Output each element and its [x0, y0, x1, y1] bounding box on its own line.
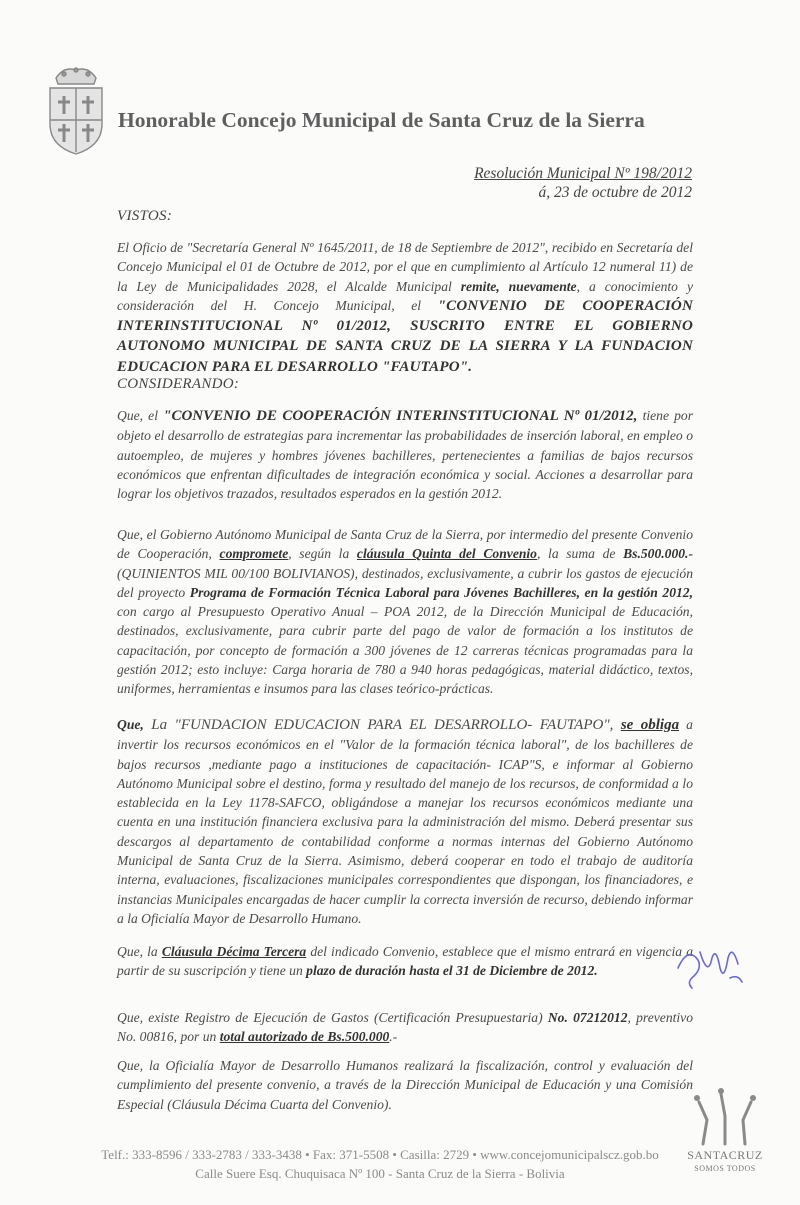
text-span: tiene por objeto el desarrollo de estrategias para incrementar las probabilidades de inserción laboral, en empleo o autoempleo, de mujeres y hombres jóvenes bachilleres, pertenecientes a familias de bajos recursos económicos que enfrentan dificultades de integración económica y social. Acciones a desarrollar para lograr los objetivos trazados, resultados esperados en la gestión 2012. — [117, 408, 693, 502]
considerando-paragraph-4 — [117, 942, 693, 981]
vistos-heading: VISTOS: — [117, 208, 173, 224]
considerando-paragraph-3 — [117, 715, 693, 928]
logo-text-santacruz: SANTACRUZ — [687, 1148, 763, 1162]
text-span: del indicado Convenio, establece que el mismo entrará en vigencia a partir de su suscripción y tiene un — [117, 944, 693, 979]
certificacion-number: No. 07212012 — [547, 1010, 628, 1025]
people-figures-icon — [685, 1086, 765, 1146]
vistos-paragraph — [117, 238, 693, 377]
resolution-number: Resolución Municipal Nº 198/2012 — [474, 165, 692, 182]
clausula-decima-tercera: Cláusula Décima Tercera — [161, 944, 307, 959]
text-span: , la suma de — [536, 546, 624, 562]
footer-address: Calle Suere Esq. Chuquisaca Nº 100 - Santa Cruz de la Sierra - Bolivia — [195, 1166, 565, 1181]
text-span: .- — [389, 1029, 398, 1045]
considerando-heading: CONSIDERANDO: — [117, 376, 240, 392]
text-span: , preventivo No. 00816, por un — [117, 1010, 694, 1045]
compromete-underline: compromete — [219, 546, 289, 562]
bold-remite: remite, nuevamente — [460, 278, 577, 294]
resolution-block — [474, 164, 692, 202]
se-obliga: se obliga — [620, 717, 680, 733]
text-span: , a conocimiento y consideración del H. Concejo Municipal, el — [117, 278, 693, 313]
text-span: Que, el Gobierno Autónomo Municipal de Santa Cruz de la Sierra, por intermedio del presente Convenio de Cooperación, — [117, 527, 693, 562]
program-name: Programa de Formación Técnica Laboral para Jóvenes Bachilleres, en la gestión 2012, — [189, 584, 693, 600]
text-span: Que, existe Registro de Ejecución de Gastos (Certificación Presupuestaria) — [117, 1010, 548, 1025]
text-span: El Oficio de "Secretaría General Nº 1645/2011, de 18 de Septiembre de 2012", recibido en Secretaría del Concejo Municipal el 01 de Octubre de 2012, por el que en cumplimiento al Artículo 12 numeral 11) de la Ley de Municipalidades 2028, el Alcalde Municipal — [117, 240, 693, 294]
considerando-paragraph-2 — [117, 525, 693, 699]
text-span: (QUINIENTOS MIL 00/100 BOLIVIANOS), destinados, exclusivamente, a cubrir los gastos de ejecución del proyecto — [117, 565, 693, 600]
plazo-duracion: plazo de duración hasta el 31 de Diciembre de 2012. — [306, 963, 598, 979]
text-span: , según la — [288, 546, 357, 562]
resolution-date: á, 23 de octubre de 2012 — [538, 184, 692, 201]
handwritten-signature — [668, 938, 748, 994]
text-span: Que, el — [117, 408, 164, 423]
fundacion-name: La "FUNDACION EDUCACION PARA EL DESARROLLO- FAUTAPO", — [143, 717, 621, 733]
considerando-paragraph-5 — [117, 1008, 693, 1047]
convenio-name: "CONVENIO DE COOPERACIÓN INTERINSTITUCIONAL Nº 01/2012, — [163, 408, 638, 424]
text-span: con cargo al Presupuesto Operativo Anual – POA 2012, de la Dirección Municipal de Educación, destinados, exclusivamente, para cubrir parte del pago de valor de formación a los institutos de capacitación, por concepto de formación a 300 jóvenes de 12 carreras técnicas programadas para la gestión 2012; esto incluye: Carga horaria de 780 a 940 horas pedagógicas, material didáctico, textos, uniformes, herramientas e insumos para las clases teórico-prácticas. — [117, 604, 693, 697]
organization-title: Honorable Concejo Municipal de Santa Cruz de la Sierra — [118, 108, 645, 132]
que-bold: Que, — [117, 717, 144, 732]
convenio-title: "CONVENIO DE COOPERACIÓN INTERINSTITUCIONAL Nº 01/2012, SUSCRITO ENTRE EL GOBIERNO AUTONOMO MUNICIPAL DE SANTA CRUZ DE LA SIERRA Y LA FUNDACION EDUCACION PARA EL DESARROLLO "FAUTAPO". — [117, 297, 693, 375]
considerando-paragraph-6: Que, la Oficialía Mayor de Desarrollo Humanos realizará la fiscalización, control y evaluación del cumplimiento del presente convenio, a través de la Dirección Municipal de Educación y una Comisión Especial (Cláusula Décima Cuarta del Convenio). — [117, 1058, 693, 1112]
logo-text-somos-todos: SOMOS TODOS — [694, 1164, 756, 1173]
santa-cruz-logo — [685, 1086, 765, 1176]
text-span: a invertir los recursos económicos en el "Valor de la formación técnica laboral", de los bachilleres de bajos recursos ,mediante pago a instituciones de capacitación- ICAP"S, e informar al Gobierno Autónomo Municipal sobre el destino, forma y resultado del manejo de los recursos, de conformidad a lo establecida en la Ley 1178-SAFCO, obligándose a manejar los recursos económicos mediante una cuenta en una institución financiera exclusiva para la administración del mismo. Deberá presentar sus descargos al departamento de contabilidad conforme a normas internas del Gobierno Autónomo Municipal de Santa Cruz de la Sierra. Asimismo, deberá cooperar en todo el trabajo de auditoría interna, evaluaciones, fiscalizaciones municipales correspondientes que dispongan, los financiadores, e instancias Municipales encargadas de hacer cumplir la correcta inversión de recurso, debiendo informar a la Oficialía Mayor de Desarrollo Humano. — [117, 717, 693, 926]
text-span: Que, la — [117, 944, 162, 959]
coat-of-arms-icon — [44, 60, 108, 156]
considerando-paragraph-1 — [117, 406, 693, 503]
total-autorizado: total autorizado de Bs.500.000 — [219, 1029, 390, 1045]
footer-contact: Telf.: 333-8596 / 333-2783 / 333-3438 • Fax: 371-5508 • Casilla: 2729 • www.concejomunicipalscz.gob.bo — [101, 1147, 659, 1162]
clausula-quinta: cláusula Quinta del Convenio — [356, 546, 537, 562]
amount: Bs.500.000.- — [623, 546, 693, 562]
